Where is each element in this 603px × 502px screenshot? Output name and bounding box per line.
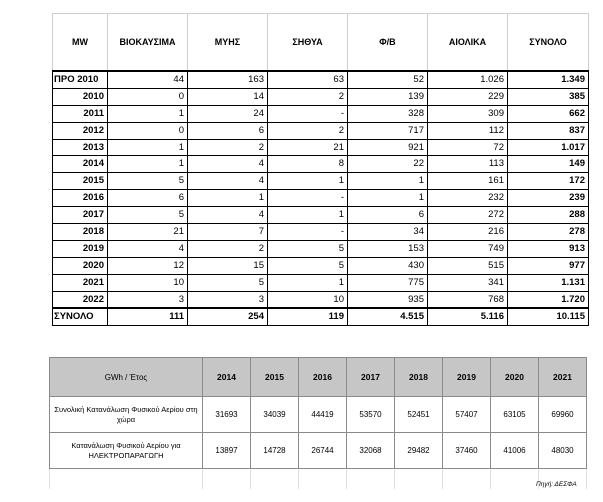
gas-value-cell: 44419 <box>299 397 347 433</box>
gas-value-cell: 29482 <box>395 433 443 469</box>
capacity-cell-total: 149 <box>508 156 589 173</box>
capacity-cell-chp: 119 <box>268 308 348 325</box>
capacity-cell-pv: 52 <box>348 71 428 88</box>
capacity-cell-biofuels: 111 <box>108 308 188 325</box>
capacity-cell-wind: 161 <box>428 173 508 190</box>
capacity-cell-biofuels: 5 <box>108 207 188 224</box>
capacity-header-total: ΣΥΝΟΛΟ <box>508 14 589 72</box>
capacity-cell-pv: 34 <box>348 224 428 241</box>
gas-value-cell: 69960 <box>539 397 587 433</box>
capacity-cell-year: 2015 <box>53 173 108 190</box>
capacity-cell-wind: 229 <box>428 88 508 105</box>
capacity-cell-wind: 232 <box>428 190 508 207</box>
capacity-cell-biofuels: 3 <box>108 291 188 308</box>
capacity-header-chp: ΣΗΘΥΑ <box>268 14 348 72</box>
gas-value-cell: 13897 <box>203 433 251 469</box>
gas-header-year: 2018 <box>395 358 443 397</box>
gas-header-year: 2020 <box>491 358 539 397</box>
gas-empty-cell <box>50 469 203 490</box>
capacity-cell-pv: 430 <box>348 257 428 274</box>
capacity-cell-wind: 768 <box>428 291 508 308</box>
capacity-cell-chp: 1 <box>268 274 348 291</box>
capacity-cell-small-hydro: 4 <box>188 173 268 190</box>
capacity-cell-wind: 1.026 <box>428 71 508 88</box>
capacity-cell-small-hydro: 3 <box>188 291 268 308</box>
capacity-cell-small-hydro: 2 <box>188 139 268 156</box>
gas-table-row <box>50 433 587 469</box>
gas-table-empty-row <box>50 469 587 490</box>
capacity-cell-total: 239 <box>508 190 589 207</box>
gas-empty-cell <box>347 469 395 490</box>
gas-value-cell: 31693 <box>203 397 251 433</box>
capacity-table-row <box>53 71 589 88</box>
capacity-cell-chp: 2 <box>268 88 348 105</box>
capacity-cell-chp: 63 <box>268 71 348 88</box>
gas-value-cell: 48030 <box>539 433 587 469</box>
gas-empty-cell <box>491 469 539 490</box>
capacity-cell-chp: - <box>268 224 348 241</box>
gas-value-cell: 63105 <box>491 397 539 433</box>
gas-table-row <box>50 397 587 433</box>
capacity-cell-small-hydro: 4 <box>188 207 268 224</box>
capacity-cell-year: 2019 <box>53 240 108 257</box>
capacity-cell-small-hydro: 254 <box>188 308 268 325</box>
gas-value-cell: 14728 <box>251 433 299 469</box>
capacity-cell-biofuels: 1 <box>108 105 188 122</box>
capacity-cell-small-hydro: 4 <box>188 156 268 173</box>
capacity-cell-chp: 21 <box>268 139 348 156</box>
capacity-cell-wind: 5.116 <box>428 308 508 325</box>
capacity-cell-total: 385 <box>508 88 589 105</box>
capacity-header-wind: ΑΙΟΛΙΚΑ <box>428 14 508 72</box>
gas-empty-cell <box>203 469 251 490</box>
capacity-cell-small-hydro: 1 <box>188 190 268 207</box>
capacity-cell-small-hydro: 2 <box>188 240 268 257</box>
capacity-cell-chp: 5 <box>268 257 348 274</box>
capacity-cell-total: 1.349 <box>508 71 589 88</box>
gas-empty-cell <box>299 469 347 490</box>
capacity-cell-pv: 139 <box>348 88 428 105</box>
gas-value-cell: 53570 <box>347 397 395 433</box>
capacity-header-biofuels: ΒΙΟΚΑΥΣΙΜΑ <box>108 14 188 72</box>
capacity-cell-total: 288 <box>508 207 589 224</box>
capacity-table <box>52 13 589 326</box>
capacity-cell-wind: 749 <box>428 240 508 257</box>
capacity-cell-biofuels: 0 <box>108 88 188 105</box>
gas-empty-cell <box>251 469 299 490</box>
capacity-cell-total: 1.131 <box>508 274 589 291</box>
capacity-cell-biofuels: 12 <box>108 257 188 274</box>
capacity-cell-pv: 1 <box>348 190 428 207</box>
capacity-cell-wind: 272 <box>428 207 508 224</box>
capacity-cell-pv: 1 <box>348 173 428 190</box>
capacity-table-row <box>53 224 589 241</box>
capacity-cell-chp: 1 <box>268 173 348 190</box>
capacity-cell-total: 837 <box>508 122 589 139</box>
capacity-cell-total: 662 <box>508 105 589 122</box>
capacity-cell-chp: - <box>268 190 348 207</box>
capacity-cell-year: 2018 <box>53 224 108 241</box>
capacity-table-row <box>53 190 589 207</box>
capacity-table-row <box>53 207 589 224</box>
capacity-cell-biofuels: 10 <box>108 274 188 291</box>
gas-value-cell: 52451 <box>395 397 443 433</box>
gas-header-year: 2021 <box>539 358 587 397</box>
gas-value-cell: 41006 <box>491 433 539 469</box>
capacity-cell-year: 2010 <box>53 88 108 105</box>
capacity-cell-year: ΣΥΝΟΛΟ <box>53 308 108 325</box>
capacity-cell-total: 1.720 <box>508 291 589 308</box>
capacity-cell-total: 278 <box>508 224 589 241</box>
gas-header-year: 2014 <box>203 358 251 397</box>
capacity-cell-year: 2011 <box>53 105 108 122</box>
capacity-cell-small-hydro: 7 <box>188 224 268 241</box>
capacity-cell-pv: 6 <box>348 207 428 224</box>
capacity-cell-year: 2016 <box>53 190 108 207</box>
capacity-cell-total: 10.115 <box>508 308 589 325</box>
capacity-cell-biofuels: 4 <box>108 240 188 257</box>
capacity-cell-wind: 309 <box>428 105 508 122</box>
capacity-table-row <box>53 257 589 274</box>
gas-value-cell: 37460 <box>443 433 491 469</box>
capacity-cell-biofuels: 0 <box>108 122 188 139</box>
capacity-table-row <box>53 122 589 139</box>
capacity-cell-pv: 22 <box>348 156 428 173</box>
gas-row-label: Κατανάλωση Φυσικού Αερίου για ΗΛΕΚΤΡΟΠΑΡΑΓΩΓΗ <box>50 433 203 469</box>
capacity-table-row <box>53 105 589 122</box>
capacity-cell-wind: 72 <box>428 139 508 156</box>
gas-row-label: Συνολική Κατανάλωση Φυσικού Αερίου στη χώρα <box>50 397 203 433</box>
capacity-cell-year: 2017 <box>53 207 108 224</box>
capacity-cell-wind: 113 <box>428 156 508 173</box>
gas-header-year: 2016 <box>299 358 347 397</box>
capacity-table-row <box>53 88 589 105</box>
gas-empty-cell <box>395 469 443 490</box>
gas-value-cell: 32068 <box>347 433 395 469</box>
capacity-cell-biofuels: 5 <box>108 173 188 190</box>
capacity-cell-pv: 4.515 <box>348 308 428 325</box>
capacity-cell-total: 172 <box>508 173 589 190</box>
capacity-cell-total: 1.017 <box>508 139 589 156</box>
capacity-header-small-hydro: ΜΥΗΣ <box>188 14 268 72</box>
capacity-cell-total: 977 <box>508 257 589 274</box>
capacity-cell-biofuels: 6 <box>108 190 188 207</box>
capacity-cell-wind: 341 <box>428 274 508 291</box>
capacity-header-mw: MW <box>53 14 108 72</box>
capacity-cell-pv: 921 <box>348 139 428 156</box>
gas-value-cell: 57407 <box>443 397 491 433</box>
capacity-cell-small-hydro: 15 <box>188 257 268 274</box>
capacity-table-row <box>53 240 589 257</box>
gas-header-year: 2019 <box>443 358 491 397</box>
capacity-total-row <box>53 308 589 325</box>
capacity-cell-chp: 5 <box>268 240 348 257</box>
capacity-cell-wind: 216 <box>428 224 508 241</box>
capacity-cell-small-hydro: 6 <box>188 122 268 139</box>
gas-table-body <box>50 397 587 490</box>
capacity-cell-pv: 717 <box>348 122 428 139</box>
gas-table-header-row <box>50 358 587 397</box>
capacity-table-row <box>53 173 589 190</box>
gas-header-year: 2015 <box>251 358 299 397</box>
capacity-table-row <box>53 156 589 173</box>
capacity-cell-pv: 328 <box>348 105 428 122</box>
gas-value-cell: 34039 <box>251 397 299 433</box>
capacity-cell-year: 2022 <box>53 291 108 308</box>
capacity-cell-year: 2020 <box>53 257 108 274</box>
capacity-cell-chp: 10 <box>268 291 348 308</box>
capacity-cell-biofuels: 1 <box>108 139 188 156</box>
capacity-cell-small-hydro: 14 <box>188 88 268 105</box>
capacity-cell-chp: 8 <box>268 156 348 173</box>
capacity-cell-pv: 775 <box>348 274 428 291</box>
capacity-cell-chp: - <box>268 105 348 122</box>
capacity-table-row <box>53 291 589 308</box>
capacity-table-body <box>53 71 589 326</box>
gas-consumption-table <box>49 357 587 489</box>
capacity-cell-pv: 153 <box>348 240 428 257</box>
capacity-cell-biofuels: 21 <box>108 224 188 241</box>
capacity-cell-wind: 112 <box>428 122 508 139</box>
gas-header-label: GWh / Έτος <box>50 358 203 397</box>
capacity-cell-chp: 1 <box>268 207 348 224</box>
gas-header-year: 2017 <box>347 358 395 397</box>
gas-empty-cell <box>443 469 491 490</box>
source-note: Πηγή: ΔΕΣΦΑ <box>536 481 577 488</box>
capacity-cell-year: 2012 <box>53 122 108 139</box>
capacity-header-pv: Φ/Β <box>348 14 428 72</box>
capacity-cell-year: ΠΡΟ 2010 <box>53 71 108 88</box>
capacity-cell-pv: 935 <box>348 291 428 308</box>
gas-value-cell: 26744 <box>299 433 347 469</box>
capacity-table-row <box>53 274 589 291</box>
capacity-cell-year: 2021 <box>53 274 108 291</box>
capacity-cell-biofuels: 1 <box>108 156 188 173</box>
capacity-cell-wind: 515 <box>428 257 508 274</box>
capacity-cell-year: 2014 <box>53 156 108 173</box>
capacity-table-row <box>53 139 589 156</box>
capacity-cell-total: 913 <box>508 240 589 257</box>
capacity-cell-year: 2013 <box>53 139 108 156</box>
capacity-cell-chp: 2 <box>268 122 348 139</box>
capacity-cell-small-hydro: 24 <box>188 105 268 122</box>
capacity-cell-biofuels: 44 <box>108 71 188 88</box>
capacity-cell-small-hydro: 5 <box>188 274 268 291</box>
capacity-cell-small-hydro: 163 <box>188 71 268 88</box>
capacity-table-header-row <box>53 14 589 72</box>
